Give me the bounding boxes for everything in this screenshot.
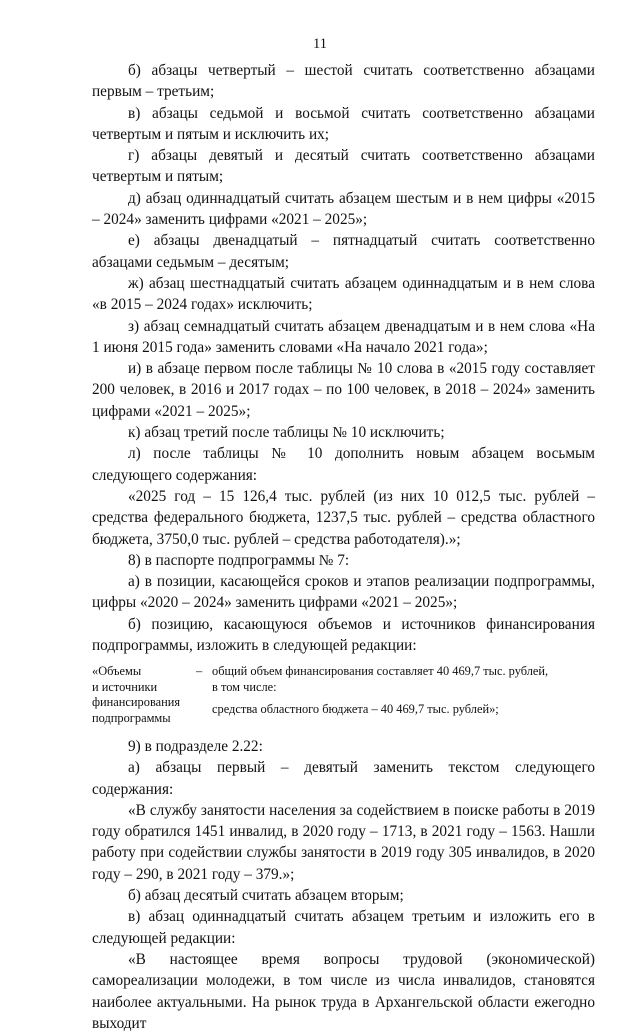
table-spacer <box>212 695 595 702</box>
paragraph: а) в позиции, касающейся сроков и этапов реализации подпрограммы, цифры «2020 – 2024» заменить цифрами «2021 – 2025»; <box>92 573 595 612</box>
table-line: общий объем финансирования составляет 40 469,7 тыс. рублей, <box>212 664 549 679</box>
table-left-label: «Объемы и источники финансирования подпрограммы <box>92 664 181 725</box>
paragraph: л) после таблицы № 10 дополнить новым абзацем восьмым следующего содержания: <box>92 445 595 484</box>
paragraph: б) абзацы четвертый – шестой считать соответственно абзацами первым – третьим; <box>92 62 595 101</box>
page-number: 11 <box>313 36 327 52</box>
table-right-text <box>212 664 595 726</box>
paragraph: к) абзац третий после таблицы № 10 исключить; <box>128 424 445 442</box>
paragraph: а) абзацы первый – девятый заменить текстом следующего содержания: <box>92 759 595 798</box>
paragraph: и) в абзаце первом после таблицы № 10 слова в «2015 году составляет 200 человек, в 2016 и 2017 годах – по 100 человек, в 2018 – 2024» заменить цифрами «2021 – 2025»; <box>92 360 595 420</box>
table-line: средства областного бюджета – 40 469,7 тыс. рублей»; <box>212 702 499 717</box>
paragraph: е) абзацы двенадцатый – пятнадцатый считать соответственно абзацами седьмым – десятым; <box>92 232 595 271</box>
table-line: в том числе: <box>212 679 277 694</box>
table-dash: – <box>196 664 203 679</box>
paragraph: 9) в подразделе 2.22: <box>128 737 263 755</box>
quoted-paragraph: «2025 год – 15 126,4 тыс. рублей (из них 10 012,5 тыс. рублей – средства федерального бюджета, 1237,5 тыс. рублей – средства областного бюджета, 3750,0 тыс. рублей – средства работодателя).»; <box>92 487 595 548</box>
quoted-paragraph: «В настоящее время вопросы трудовой (экономической) самореализации молодежи, в том числе из числа инвалидов, становятся наиболее актуальными. На рынок труда в Архангельской области ежегодно выходит <box>92 950 595 1032</box>
paragraph: з) абзац семнадцатый считать абзацем двенадцатым и в нем слова «На 1 июня 2015 года» заменить словами «На начало 2021 года»; <box>92 317 595 356</box>
paragraph: в) абзацы седьмой и восьмой считать соответственно абзацами четвертым и пятым и исключить их; <box>92 104 595 143</box>
paragraph: б) абзац десятый считать абзацем вторым; <box>128 887 404 905</box>
paragraph: б) позицию, касающуюся объемов и источников финансирования подпрограммы, изложить в следующей редакции: <box>92 615 595 655</box>
financing-table <box>92 664 595 726</box>
paragraph: г) абзацы девятый и десятый считать соответственно абзацами четвертым и пятым; <box>92 147 595 186</box>
paragraph: в) абзац одиннадцатый считать абзацем третьим и изложить его в следующей редакции: <box>92 908 595 947</box>
paragraph: ж) абзац шестнадцатый считать абзацем одиннадцатым и в нем слова «в 2015 – 2024 годах» исключить; <box>92 274 595 314</box>
quoted-paragraph: «В службу занятости населения за содействием в поиске работы в 2019 году обратился 1451 инвалид, в 2020 году – 1713, в 2021 году – 1563. Нашли работу при содействии службы занятости в 2019 году 305 инвалидов, в 2020 году – 290, в 2021 году – 379.»; <box>92 801 595 883</box>
paragraph: д) абзац одиннадцатый считать абзацем шестым и в нем цифры «2015 – 2024» заменить цифрами «2021 – 2025»; <box>92 189 595 229</box>
document-body <box>92 60 595 1034</box>
paragraph: 8) в паспорте подпрограммы № 7: <box>128 551 350 569</box>
